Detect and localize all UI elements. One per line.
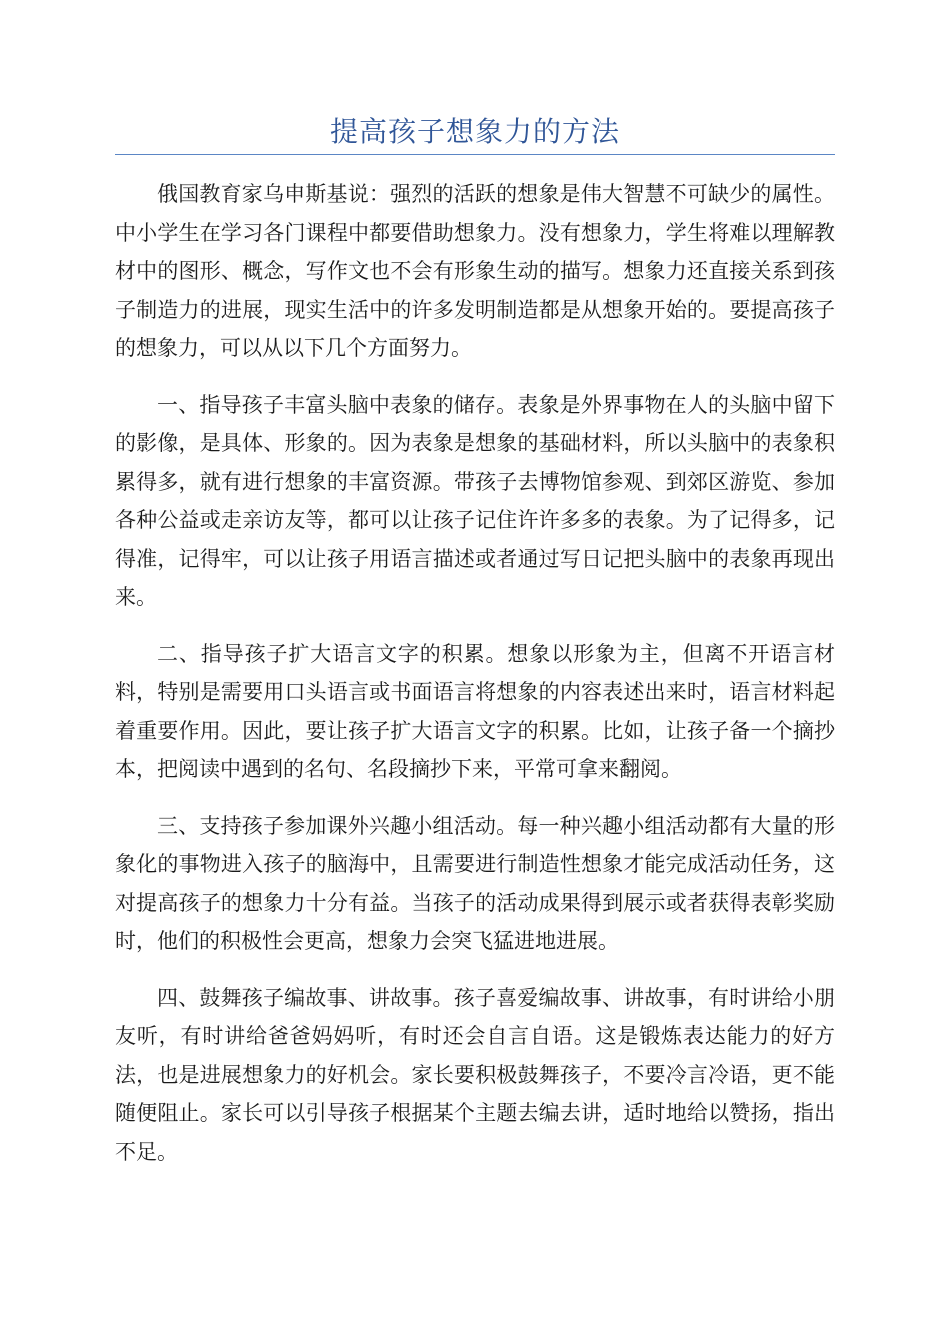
paragraph-section-4: 四、鼓舞孩子编故事、讲故事。孩子喜爱编故事、讲故事，有时讲给小朋友听，有时讲给爸爸妈妈听，有时还会自言自语。这是锻炼表达能力的好方法，也是进展想象力的好机会。家长要积极鼓舞孩子，不要冷言冷语，更不能随便阻止。家长可以引导孩子根据某个主题去编去讲，适时地给以赞扬，指出不足。 <box>115 985 835 1164</box>
paragraph-section-2: 二、指导孩子扩大语言文字的积累。想象以形象为主，但离不开语言材料，特别是需要用口头语言或书面语言将想象的内容表述出来时，语言材料起着重要作用。因此，要让孩子扩大语言文字的积累。比如，让孩子备一个摘抄本，把阅读中遇到的名句、名段摘抄下来，平常可拿来翻阅。 <box>115 641 835 781</box>
document-page <box>115 112 835 1189</box>
paragraph-intro: 俄国教育家乌申斯基说：强烈的活跃的想象是伟大智慧不可缺少的属性。中小学生在学习各门课程中都要借助想象力。没有想象力，学生将难以理解教材中的图形、概念，写作文也不会有形象生动的描写。想象力还直接关系到孩子制造力的进展，现实生活中的许多发明制造都是从想象开始的。要提高孩子的想象力，可以从以下几个方面努力。 <box>115 182 835 360</box>
paragraph-section-1: 一、指导孩子丰富头脑中表象的储存。表象是外界事物在人的头脑中留下的影像，是具体、形象的。因为表象是想象的基础材料，所以头脑中的表象积累得多，就有进行想象的丰富资源。带孩子去博物馆参观、到郊区游览、参加各种公益或走亲访友等，都可以让孩子记住许许多多的表象。为了记得多，记得准，记得牢，可以让孩子用语言描述或者通过写日记把头脑中的表象再现出来。 <box>115 392 835 609</box>
document-title: 提高孩子想象力的方法 <box>115 112 835 155</box>
paragraph-section-3: 三、支持孩子参加课外兴趣小组活动。每一种兴趣小组活动都有大量的形象化的事物进入孩子的脑海中，且需要进行制造性想象才能完成活动任务，这对提高孩子的想象力十分有益。当孩子的活动成果得到展示或者获得表彰奖励时，他们的积极性会更高，想象力会突飞猛进地进展。 <box>115 813 835 953</box>
